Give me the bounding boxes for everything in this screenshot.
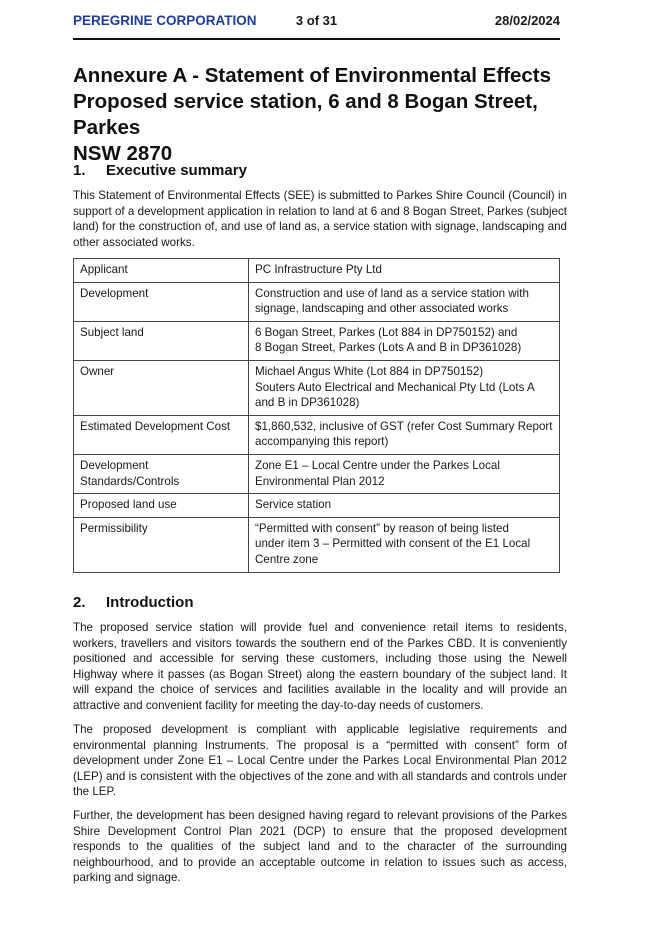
title-line: Annexure A - Statement of Environmental Effects (73, 64, 552, 87)
label-line: Estimated Development Cost (80, 419, 231, 433)
executive-summary-paragraph: This Statement of Environmental Effects (SEE) is submitted to Parkes Shire Council (Council) in support of a development application in relation to land at 6 and 8 Bogan Street, Parkes (subject land) for the construction of, and use of land as, a service station with signage, landscaping and other associated works. (73, 189, 567, 249)
table-row-label (74, 259, 249, 283)
section-heading-introduction (73, 594, 193, 611)
table-row-value (249, 259, 560, 283)
value-line: PC Infrastructure Pty Ltd (255, 263, 382, 276)
value-line: $1,860,532, inclusive of GST (refer Cost Summary Report (255, 419, 553, 433)
table-row (74, 259, 560, 283)
company-name: PEREGRINE CORPORATION (73, 13, 257, 28)
value-line: under item 3 – Permitted with consent of the E1 Local (255, 537, 531, 551)
table-row-label (74, 517, 249, 572)
value-line: accompanying this report) (255, 435, 389, 449)
summary-table (73, 258, 560, 573)
section-number: 1. (73, 162, 86, 179)
title-line: NSW 2870 (73, 142, 173, 165)
label-line: Owner (80, 364, 115, 378)
header-divider (73, 38, 560, 40)
value-line: Souters Auto Electrical and Mechanical Pty Ltd (Lots A (255, 380, 535, 394)
table-row-label (74, 360, 249, 415)
table-row-value (249, 517, 560, 572)
label-line: Proposed land use (80, 498, 177, 512)
table-row-value (249, 360, 560, 415)
table-row-value (249, 494, 560, 518)
document-title (73, 63, 560, 167)
header-date: 28/02/2024 (494, 13, 560, 28)
value-line: 6 Bogan Street, Parkes (Lot 884 in DP750152) and (255, 325, 518, 339)
table-row-value (249, 321, 560, 360)
value-line: “Permitted with consent” by reason of being listed (255, 521, 509, 535)
introduction-paragraph-1: The proposed service station will provide fuel and convenience retail items to residents, workers, travellers and visitors towards the southern end of the Parkes CBD. It is conveniently positioned and accessible for serving these customers, including those using the Newell Highway where it passes (as Bogan Street) along the eastern boundary of the subject land. It will expand the choice of services and facilities available in the locality and will provide an attractive and convenient facility for meeting the day-to-day needs of customers. (73, 621, 567, 712)
table-row (74, 517, 560, 572)
table-row (74, 415, 560, 454)
table-row (74, 360, 560, 415)
title-line: Proposed service station, 6 and 8 Bogan Street, Parkes (73, 90, 538, 139)
section-heading-executive-summary (73, 162, 247, 179)
introduction-paragraph-2: The proposed development is compliant with applicable legislative requirements and environmental planning Instruments. The proposal is a “permitted with consent” form of development under Zone E1 – Local Centre under the Parkes Local Environmental Plan 2012 (LEP) and is consistent with the objectives of the zone and with all standards and controls under the LEP. (73, 723, 567, 799)
label-line: Permissibility (80, 521, 148, 535)
table-row-label (74, 321, 249, 360)
label-line: Standards/Controls (80, 474, 180, 488)
table-row-value (249, 282, 560, 321)
value-line: and B in DP361028) (255, 396, 360, 410)
label-line: Development (80, 286, 149, 300)
section-title: Executive summary (106, 162, 247, 179)
value-line: Construction and use of land as a service station with (255, 286, 529, 300)
introduction-paragraph-3: Further, the development has been designed having regard to relevant provisions of the Parkes Shire Development Control Plan 2021 (DCP) to ensure that the proposed development responds to the qualities of the subject land and to the character of the surrounding neighbourhood, and to provide an acceptable outcome in relation to issues such as access, parking and signage. (73, 809, 567, 885)
label-line: Applicant (80, 263, 128, 276)
value-line: Michael Angus White (Lot 884 in DP750152) (255, 364, 484, 378)
value-line: Centre zone (255, 552, 319, 566)
label-line: Subject land (80, 325, 144, 339)
section-number: 2. (73, 594, 86, 611)
table-row-label (74, 282, 249, 321)
value-line: 8 Bogan Street, Parkes (Lots A and B in DP361028) (255, 341, 522, 355)
table-row-label (74, 494, 249, 518)
table-row-label (74, 415, 249, 454)
value-line: Zone E1 – Local Centre under the Parkes Local (255, 458, 500, 472)
table-row (74, 494, 560, 518)
label-line: Development (80, 458, 149, 472)
table-row (74, 454, 560, 493)
page-number: 3 of 31 (295, 13, 338, 28)
table-row-label (74, 454, 249, 493)
page-header (73, 13, 560, 33)
value-line: Environmental Plan 2012 (255, 474, 385, 488)
table-row-value (249, 415, 560, 454)
table-row-value (249, 454, 560, 493)
value-line: signage, landscaping and other associated works (255, 302, 509, 316)
table-row (74, 321, 560, 360)
table-row (74, 282, 560, 321)
section-title: Introduction (106, 594, 194, 611)
value-line: Service station (255, 498, 332, 512)
